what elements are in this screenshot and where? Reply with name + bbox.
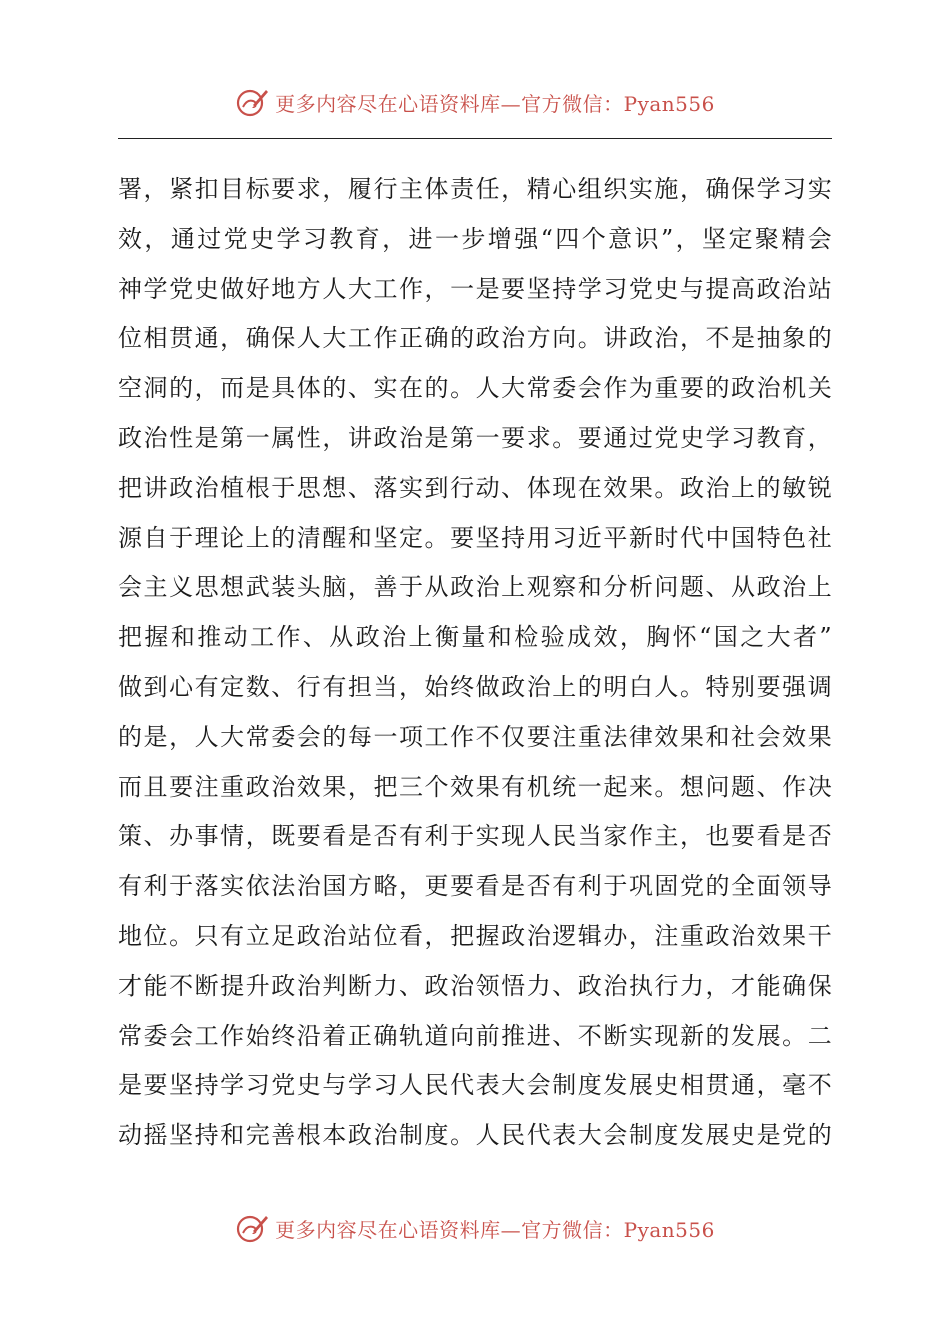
header-banner-text: 更多内容尽在心语资料库—官方微信：Pyan556 [275,91,715,116]
header-banner [0,82,950,122]
text-line: 而且要注重政治效果，把三个效果有机统一起来。想问题、作决 [118,772,832,801]
pen-seal-icon [235,85,269,119]
footer-banner [0,1208,950,1248]
text-line: 神学党史做好地方人大工作，一是要坚持学习党史与提高政治站 [118,274,832,303]
header-divider [118,138,832,139]
text-line: 地位。只有立足政治站位看，把握政治逻辑办，注重政治效果干 [118,921,832,950]
text-line: 动摇坚持和完善根本政治制度。人民代表大会制度发展史是党的 [118,1121,832,1150]
text-line: 有利于落实依法治国方略，更要看是否有利于巩固党的全面领导 [118,872,832,901]
text-line: 的是，人大常委会的每一项工作不仅要注重法律效果和社会效果 [118,722,832,751]
footer-banner-text: 更多内容尽在心语资料库—官方微信：Pyan556 [275,1217,715,1242]
text-line: 政治性是第一属性，讲政治是第一要求。要通过党史学习教育， [118,423,832,452]
body-paragraph [118,165,832,1161]
text-line: 策、办事情，既要看是否有利于实现人民当家作主，也要看是否 [118,822,832,851]
pen-seal-icon [235,1211,269,1245]
text-line: 源自于理论上的清醒和坚定。要坚持用习近平新时代中国特色社 [118,523,832,552]
text-line: 效，通过党史学习教育，进一步增强“四个意识”，坚定聚精会 [118,224,832,253]
text-line: 空洞的，而是具体的、实在的。人大常委会作为重要的政治机关 [118,374,832,403]
text-line: 才能不断提升政治判断力、政治领悟力、政治执行力，才能确保 [118,971,832,1000]
text-line: 位相贯通，确保人大工作正确的政治方向。讲政治，不是抽象的 [118,324,832,353]
text-line: 是要坚持学习党史与学习人民代表大会制度发展史相贯通，毫不 [118,1071,832,1100]
text-line: 会主义思想武装头脑，善于从政治上观察和分析问题、从政治上 [118,573,832,602]
text-line: 把讲政治植根于思想、落实到行动、体现在效果。政治上的敏锐 [118,473,832,502]
text-line: 常委会工作始终沿着正确轨道向前推进、不断实现新的发展。二 [118,1021,832,1050]
text-line: 署，紧扣目标要求，履行主体责任，精心组织实施，确保学习实 [118,175,832,203]
text-line: 把握和推动工作、从政治上衡量和检验成效，胸怀“国之大者” [118,623,832,652]
text-line: 做到心有定数、行有担当，始终做政治上的明白人。特别要强调 [118,672,832,701]
